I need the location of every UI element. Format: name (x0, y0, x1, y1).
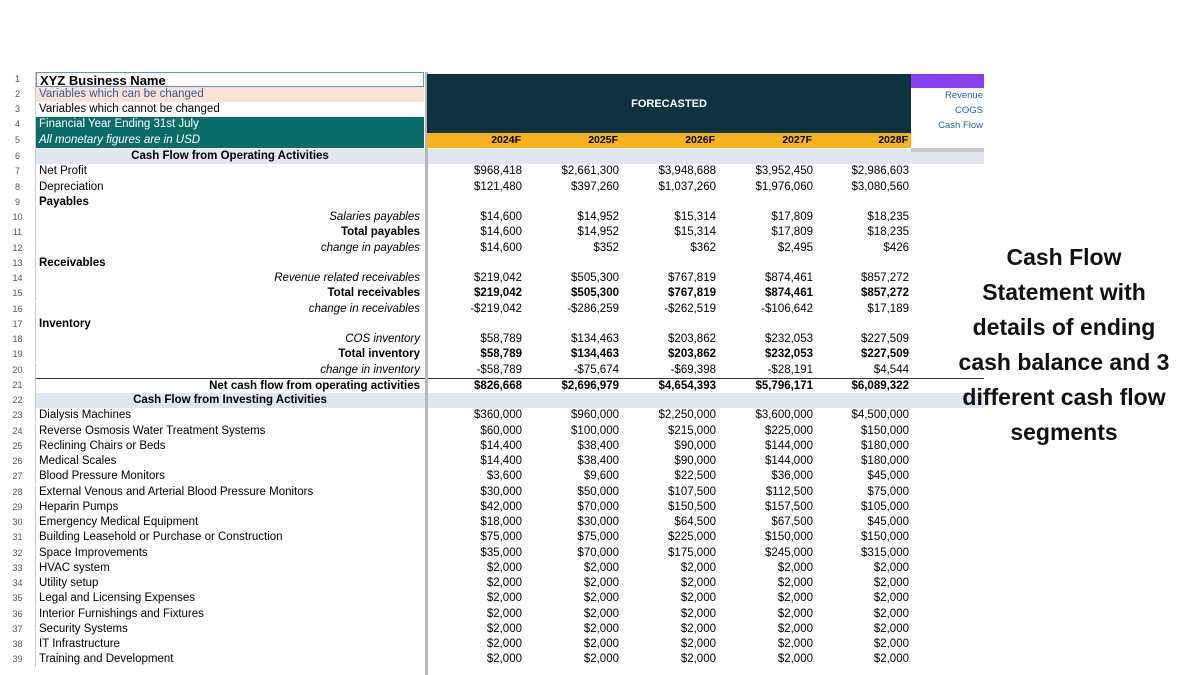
sheet-row[interactable] (36, 378, 984, 394)
sheet-row[interactable] (36, 500, 984, 515)
link-cogs[interactable]: COGS (955, 105, 983, 116)
sheet-row[interactable] (36, 546, 984, 561)
row-label-cell[interactable]: Dialysis Machines (39, 409, 132, 421)
value-cell-2024F[interactable]: $219,042 (474, 272, 522, 284)
row-label-cell[interactable]: Cash Flow from Investing Activities (133, 394, 327, 406)
sheet-row[interactable] (36, 210, 984, 225)
sheet-row[interactable] (36, 652, 984, 667)
legend-fixed-cell[interactable]: Variables which cannot be changed (39, 103, 220, 115)
row-number[interactable]: 28 (0, 485, 36, 500)
value-cell-2024F[interactable] (427, 317, 524, 332)
value-cell-2024F[interactable]: $2,000 (486, 608, 522, 620)
row-label-cell[interactable]: Total receivables (327, 287, 420, 299)
row-number[interactable]: 6 (0, 149, 36, 164)
value-cell-2026F[interactable]: $767,819 (668, 287, 716, 299)
value-cell-2027F[interactable]: $2,000 (777, 608, 813, 620)
sheet-row[interactable] (36, 347, 984, 362)
value-cell-2027F[interactable] (718, 195, 815, 210)
value-cell-2026F[interactable]: $2,000 (680, 608, 716, 620)
value-cell-2026F[interactable]: $2,250,000 (658, 409, 716, 421)
row-number[interactable]: 9 (0, 195, 36, 210)
row-number[interactable]: 13 (0, 256, 36, 271)
value-cell-2028F[interactable]: $45,000 (867, 470, 909, 482)
sheet-row[interactable] (36, 454, 984, 469)
value-cell-2024F[interactable]: $18,000 (480, 516, 522, 528)
row-label-cell[interactable]: Reclining Chairs or Beds (39, 440, 166, 452)
value-cell-2027F[interactable]: $2,000 (777, 577, 813, 589)
value-cell-2028F[interactable]: $2,000 (873, 592, 909, 604)
sheet-row[interactable] (36, 180, 984, 195)
value-cell-2024F[interactable]: $826,668 (474, 380, 522, 392)
value-cell-2024F[interactable] (427, 393, 524, 408)
value-cell-2027F[interactable]: $2,000 (777, 638, 813, 650)
value-cell-2026F[interactable]: $2,000 (680, 638, 716, 650)
row-label-cell[interactable]: IT Infrastructure (39, 638, 120, 650)
value-cell-2025F[interactable]: $2,000 (583, 623, 619, 635)
row-label-cell[interactable]: Net cash flow from operating activities (209, 380, 420, 392)
year-header-2028[interactable]: 2028F (878, 134, 908, 146)
value-cell-2024F[interactable]: $360,000 (474, 409, 522, 421)
value-cell-2027F[interactable]: $232,053 (765, 348, 813, 360)
row-number[interactable]: 2 (0, 87, 36, 102)
value-cell-2027F[interactable]: $112,500 (765, 486, 813, 498)
year-header-2027[interactable]: 2027F (782, 134, 812, 146)
side-accent-bar (911, 74, 984, 88)
value-cell-2028F[interactable]: $4,544 (873, 364, 909, 376)
row-number[interactable]: 36 (0, 607, 36, 622)
value-cell-2027F[interactable]: -$106,642 (761, 303, 813, 315)
row-label-cell[interactable]: Payables (39, 196, 89, 208)
value-cell-2027F[interactable]: $157,500 (765, 501, 813, 513)
value-cell-2025F[interactable]: $960,000 (571, 409, 619, 421)
value-cell-2024F[interactable]: $35,000 (480, 547, 522, 559)
value-cell-2027F[interactable] (718, 393, 815, 408)
value-cell-2028F[interactable]: $17,189 (867, 303, 909, 315)
value-cell-2028F[interactable] (815, 393, 911, 408)
value-cell-2024F[interactable]: $14,400 (480, 440, 522, 452)
value-cell-2024F[interactable] (427, 256, 524, 271)
row-label-cell[interactable]: External Venous and Arterial Blood Pressure Monitors (39, 486, 314, 498)
year-header-band (427, 133, 911, 148)
year-header-2024[interactable]: 2024F (491, 134, 521, 146)
value-cell-2024F[interactable]: $14,600 (480, 211, 522, 223)
sheet-row[interactable] (36, 225, 984, 240)
sheet-row[interactable] (36, 607, 984, 622)
value-cell-2024F[interactable]: $968,418 (474, 165, 522, 177)
value-cell-2025F[interactable] (524, 256, 621, 271)
row-label-cell[interactable]: change in inventory (320, 364, 420, 376)
value-cell-2024F[interactable]: $2,000 (486, 562, 522, 574)
value-cell-2025F[interactable]: $134,463 (571, 333, 619, 345)
value-cell-2026F[interactable]: $203,862 (668, 333, 716, 345)
value-cell-2024F[interactable]: $75,000 (480, 531, 522, 543)
value-cell-2028F[interactable]: $2,000 (873, 638, 909, 650)
row-label-cell[interactable]: Cash Flow from Operating Activities (131, 150, 329, 162)
value-cell-2027F[interactable]: $874,461 (765, 272, 813, 284)
sheet-row[interactable] (36, 241, 984, 256)
row-number[interactable]: 22 (0, 393, 36, 408)
sheet-row[interactable] (36, 393, 984, 408)
value-cell-2025F[interactable]: $505,300 (571, 287, 619, 299)
row-label-cell[interactable]: Total inventory (338, 348, 420, 360)
value-cell-2026F[interactable]: $15,314 (674, 211, 716, 223)
row-number[interactable]: 33 (0, 561, 36, 576)
value-cell-2027F[interactable]: $67,500 (771, 516, 813, 528)
value-cell-2027F[interactable]: $2,000 (777, 562, 813, 574)
sheet-row[interactable] (36, 561, 984, 576)
spreadsheet-grid[interactable] (0, 72, 984, 675)
row-label-cell[interactable]: Space Improvements (39, 547, 148, 559)
value-cell-2027F[interactable]: $144,000 (765, 455, 813, 467)
value-cell-2024F[interactable]: $2,000 (486, 638, 522, 650)
value-cell-2025F[interactable]: $2,696,979 (561, 380, 619, 392)
value-cell-2028F[interactable]: $227,509 (861, 333, 909, 345)
row-label-cell[interactable]: change in payables (320, 242, 420, 254)
value-cell-2026F[interactable]: $362 (690, 242, 716, 254)
sheet-row[interactable] (36, 530, 984, 545)
row-number[interactable]: 29 (0, 500, 36, 515)
row-label-cell[interactable]: Depreciation (39, 181, 104, 193)
value-cell-2028F[interactable]: $2,000 (873, 653, 909, 665)
row-label-cell[interactable]: change in receivables (308, 303, 420, 315)
value-cell-2024F[interactable]: $58,789 (480, 348, 522, 360)
value-cell-2027F[interactable]: $17,809 (771, 226, 813, 238)
value-cell-2024F[interactable]: $14,600 (480, 242, 522, 254)
row-number[interactable]: 10 (0, 210, 36, 225)
row-label-cell[interactable]: Net Profit (39, 165, 87, 177)
row-label-cell[interactable]: Medical Scales (39, 455, 117, 467)
value-cell-2025F[interactable]: $38,400 (577, 455, 619, 467)
value-cell-2028F[interactable]: $2,986,603 (851, 165, 909, 177)
value-cell-2028F[interactable]: $18,235 (867, 226, 909, 238)
sheet-row[interactable] (36, 439, 984, 454)
legend-changeable-cell[interactable]: Variables which can be changed (36, 87, 424, 102)
value-cell-2026F[interactable]: $90,000 (674, 455, 716, 467)
value-cell-2024F[interactable]: $2,000 (486, 653, 522, 665)
row-number[interactable]: 8 (0, 180, 36, 195)
value-cell-2028F[interactable]: $150,000 (861, 531, 909, 543)
value-cell-2026F[interactable] (621, 149, 718, 164)
row-label-cell[interactable]: COS inventory (345, 333, 420, 345)
value-cell-2028F[interactable] (815, 149, 911, 164)
value-cell-2027F[interactable]: $1,976,060 (755, 181, 813, 193)
row-label-cell[interactable]: Total payables (340, 226, 420, 238)
value-cell-2026F[interactable] (621, 393, 718, 408)
business-name-cell[interactable]: XYZ Business Name (36, 72, 424, 87)
value-cell-2026F[interactable]: $4,654,393 (658, 380, 716, 392)
value-cell-2025F[interactable]: $50,000 (577, 486, 619, 498)
row-number[interactable]: 19 (0, 347, 36, 362)
value-cell-2026F[interactable]: $2,000 (680, 623, 716, 635)
value-cell-2024F[interactable]: $42,000 (480, 501, 522, 513)
value-cell-2025F[interactable] (524, 195, 621, 210)
value-cell-2025F[interactable]: $75,000 (577, 531, 619, 543)
value-cell-2026F[interactable]: $215,000 (668, 425, 716, 437)
row-label-cell[interactable]: Reverse Osmosis Water Treatment Systems (39, 425, 266, 437)
row-number[interactable]: 32 (0, 546, 36, 561)
value-cell-2025F[interactable]: -$286,259 (567, 303, 619, 315)
row-label-cell[interactable]: Security Systems (39, 623, 128, 635)
caption-text: Cash Flow Statement with details of ending cash balance and 3 different cash flow segments (958, 244, 1170, 445)
row-number[interactable]: 7 (0, 164, 36, 179)
value-cell-2025F[interactable]: $134,463 (571, 348, 619, 360)
sheet-row[interactable] (36, 149, 984, 164)
value-cell-2026F[interactable]: $225,000 (668, 531, 716, 543)
financial-year-cell[interactable]: Financial Year Ending 31st July (36, 117, 424, 132)
value-cell-2028F[interactable]: $227,509 (861, 348, 909, 360)
value-cell-2027F[interactable]: $3,952,450 (755, 165, 813, 177)
value-cell-2025F[interactable]: $2,000 (583, 638, 619, 650)
row-label-cell[interactable]: Receivables (39, 257, 106, 269)
row-number[interactable]: 12 (0, 241, 36, 256)
row-number[interactable]: 17 (0, 317, 36, 332)
value-cell-2025F[interactable]: $2,000 (583, 592, 619, 604)
value-cell-2027F[interactable]: $5,796,171 (755, 380, 813, 392)
value-cell-2027F[interactable]: $36,000 (771, 470, 813, 482)
value-cell-2027F[interactable]: $2,000 (777, 592, 813, 604)
row-number[interactable]: 5 (0, 132, 36, 148)
value-cell-2025F[interactable]: $9,600 (583, 470, 619, 482)
value-cell-2028F[interactable]: $180,000 (861, 455, 909, 467)
row-number[interactable]: 34 (0, 576, 36, 591)
value-cell-2024F[interactable]: $30,000 (480, 486, 522, 498)
sheet-row[interactable] (36, 286, 984, 301)
value-cell-2028F[interactable]: $180,000 (861, 440, 909, 452)
value-cell-2028F[interactable]: $150,000 (861, 425, 909, 437)
value-cell-2025F[interactable]: $14,952 (577, 211, 619, 223)
value-cell-2025F[interactable]: -$75,674 (573, 364, 619, 376)
value-cell-2026F[interactable]: $22,500 (674, 470, 716, 482)
value-cell-2026F[interactable]: $64,500 (674, 516, 716, 528)
value-cell-2028F[interactable]: $857,272 (861, 287, 909, 299)
value-cell-2025F[interactable]: $352 (593, 242, 619, 254)
value-cell-2028F[interactable]: $2,000 (873, 608, 909, 620)
row-number[interactable]: 38 (0, 637, 36, 652)
value-cell-2028F[interactable]: $2,000 (873, 623, 909, 635)
row-label-cell[interactable]: Blood Pressure Monitors (39, 470, 165, 482)
value-cell-2028F[interactable]: $426 (883, 242, 909, 254)
value-cell-2028F[interactable]: $4,500,000 (851, 409, 909, 421)
sheet-row[interactable] (36, 515, 984, 530)
value-cell-2024F[interactable]: $58,789 (480, 333, 522, 345)
sheet-row[interactable] (36, 363, 984, 378)
value-cell-2028F[interactable]: $6,089,322 (851, 380, 909, 392)
value-cell-2027F[interactable]: $225,000 (765, 425, 813, 437)
row-number[interactable]: 35 (0, 591, 36, 606)
sheet-row[interactable] (36, 424, 984, 439)
row-label-cell[interactable]: Utility setup (39, 577, 99, 589)
row-number[interactable]: 37 (0, 622, 36, 637)
row-label-cell[interactable]: Heparin Pumps (39, 501, 119, 513)
forecast-banner: FORECASTED (427, 74, 911, 133)
row-label-cell[interactable]: Revenue related receivables (274, 272, 420, 284)
sheet-row[interactable] (36, 195, 984, 210)
row-number[interactable]: 30 (0, 515, 36, 530)
value-cell-2026F[interactable]: $2,000 (680, 577, 716, 589)
row-number[interactable]: 23 (0, 408, 36, 423)
sheet-row[interactable] (36, 469, 984, 484)
value-cell-2028F[interactable]: $18,235 (867, 211, 909, 223)
sheet-navigation-panel (911, 74, 984, 133)
value-cell-2025F[interactable]: $505,300 (571, 272, 619, 284)
sheet-row[interactable] (36, 302, 984, 317)
value-cell-2026F[interactable]: -$69,398 (670, 364, 716, 376)
value-cell-2026F[interactable] (621, 317, 718, 332)
value-cell-2026F[interactable]: $767,819 (668, 272, 716, 284)
side-panel-divider (911, 148, 984, 152)
value-cell-2027F[interactable]: $3,600,000 (755, 409, 813, 421)
value-cell-2028F[interactable]: $105,000 (861, 501, 909, 513)
link-cash-flow[interactable]: Cash Flow (938, 120, 983, 131)
row-number[interactable]: 1 (0, 72, 36, 87)
sheet-row[interactable] (36, 256, 984, 271)
value-cell-2025F[interactable]: $38,400 (577, 440, 619, 452)
sheet-row[interactable] (36, 591, 984, 606)
row-number[interactable]: 27 (0, 469, 36, 484)
row-number[interactable]: 11 (0, 225, 36, 240)
value-cell-2025F[interactable]: $2,661,300 (561, 165, 619, 177)
value-cell-2026F[interactable]: $15,314 (674, 226, 716, 238)
row-label-cell[interactable]: Salaries payables (329, 211, 420, 223)
value-cell-2028F[interactable]: $45,000 (867, 516, 909, 528)
row-number[interactable]: 3 (0, 102, 36, 117)
row-number[interactable]: 39 (0, 652, 36, 667)
row-label-cell[interactable]: Inventory (39, 318, 91, 330)
value-cell-2026F[interactable]: $2,000 (680, 653, 716, 665)
value-cell-2024F[interactable]: $14,400 (480, 455, 522, 467)
value-cell-2025F[interactable]: $70,000 (577, 547, 619, 559)
value-cell-2025F[interactable] (524, 149, 621, 164)
row-number[interactable]: 18 (0, 332, 36, 347)
value-cell-2027F[interactable] (718, 256, 815, 271)
row-label-cell[interactable]: HVAC system (39, 562, 110, 574)
sheet-row[interactable] (36, 332, 984, 347)
value-cell-2024F[interactable] (427, 195, 524, 210)
row-number[interactable]: 26 (0, 454, 36, 469)
value-cell-2025F[interactable]: $397,260 (571, 181, 619, 193)
row-number[interactable]: 14 (0, 271, 36, 286)
value-cell-2025F[interactable]: $14,952 (577, 226, 619, 238)
value-cell-2025F[interactable] (524, 393, 621, 408)
row-number[interactable]: 24 (0, 424, 36, 439)
value-cell-2027F[interactable]: $150,000 (765, 531, 813, 543)
value-cell-2024F[interactable]: $121,480 (474, 181, 522, 193)
value-cell-2025F[interactable]: $2,000 (583, 562, 619, 574)
value-cell-2027F[interactable]: $2,495 (777, 242, 813, 254)
value-cell-2026F[interactable] (621, 195, 718, 210)
value-cell-2024F[interactable] (427, 149, 524, 164)
value-cell-2026F[interactable]: $1,037,260 (658, 181, 716, 193)
value-cell-2028F[interactable]: $857,272 (861, 272, 909, 284)
value-cell-2028F[interactable] (815, 256, 911, 271)
row-label-cell[interactable]: Emergency Medical Equipment (39, 516, 199, 528)
year-header-2025[interactable]: 2025F (588, 134, 618, 146)
value-cell-2025F[interactable] (524, 317, 621, 332)
value-cell-2028F[interactable]: $75,000 (867, 486, 909, 498)
row-number[interactable]: 21 (0, 378, 36, 393)
year-header-2026[interactable]: 2026F (685, 134, 715, 146)
sheet-row[interactable] (36, 408, 984, 423)
value-cell-2025F[interactable]: $100,000 (571, 425, 619, 437)
link-revenue[interactable]: Revenue (944, 90, 983, 101)
value-cell-2026F[interactable]: $2,000 (680, 562, 716, 574)
value-cell-2024F[interactable]: $14,600 (480, 226, 522, 238)
value-cell-2025F[interactable]: $70,000 (577, 501, 619, 513)
value-cell-2024F[interactable]: $60,000 (480, 425, 522, 437)
value-cell-2027F[interactable]: $144,000 (765, 440, 813, 452)
value-cell-2028F[interactable] (815, 195, 911, 210)
value-cell-2027F[interactable]: -$28,191 (767, 364, 813, 376)
row-number[interactable]: 25 (0, 439, 36, 454)
value-cell-2027F[interactable]: $2,000 (777, 623, 813, 635)
value-cell-2025F[interactable]: $2,000 (583, 577, 619, 589)
value-cell-2025F[interactable]: $30,000 (577, 516, 619, 528)
row-label-cell[interactable]: Interior Furnishings and Fixtures (39, 608, 204, 620)
value-cell-2024F[interactable]: $2,000 (486, 623, 522, 635)
value-cell-2024F[interactable]: $2,000 (486, 577, 522, 589)
row-number[interactable]: 16 (0, 302, 36, 317)
sheet-row[interactable] (36, 485, 984, 500)
row-number[interactable]: 4 (0, 117, 36, 132)
value-cell-2026F[interactable]: $203,862 (668, 348, 716, 360)
value-cell-2027F[interactable]: $2,000 (777, 653, 813, 665)
frozen-column-divider[interactable] (425, 72, 428, 675)
value-cell-2027F[interactable]: $874,461 (765, 287, 813, 299)
value-cell-2026F[interactable]: $2,000 (680, 592, 716, 604)
value-cell-2026F[interactable]: -$262,519 (664, 303, 716, 315)
value-cell-2028F[interactable]: $315,000 (861, 547, 909, 559)
value-cell-2028F[interactable] (815, 317, 911, 332)
row-number[interactable]: 20 (0, 363, 36, 378)
sheet-row[interactable] (36, 576, 984, 591)
row-label-cell[interactable]: Legal and Licensing Expenses (39, 592, 196, 604)
value-cell-2027F[interactable]: $232,053 (765, 333, 813, 345)
sheet-row[interactable] (36, 637, 984, 652)
value-cell-2027F[interactable] (718, 149, 815, 164)
sheet-row[interactable] (36, 622, 984, 637)
value-cell-2026F[interactable]: $90,000 (674, 440, 716, 452)
value-cell-2024F[interactable]: -$219,042 (470, 303, 522, 315)
value-cell-2024F[interactable]: $2,000 (486, 592, 522, 604)
value-cell-2028F[interactable]: $2,000 (873, 562, 909, 574)
value-cell-2026F[interactable]: $3,948,688 (658, 165, 716, 177)
currency-note-cell[interactable]: All monetary figures are in USD (36, 132, 424, 148)
value-cell-2026F[interactable]: $150,500 (668, 501, 716, 513)
value-cell-2026F[interactable]: $107,500 (668, 486, 716, 498)
row-number[interactable]: 15 (0, 286, 36, 301)
value-cell-2027F[interactable]: $17,809 (771, 211, 813, 223)
value-cell-2025F[interactable]: $2,000 (583, 653, 619, 665)
value-cell-2024F[interactable]: $3,600 (486, 470, 522, 482)
value-cell-2024F[interactable]: $219,042 (474, 287, 522, 299)
value-cell-2028F[interactable]: $2,000 (873, 577, 909, 589)
sheet-row[interactable] (36, 317, 984, 332)
value-cell-2025F[interactable]: $2,000 (583, 608, 619, 620)
row-label-cell[interactable]: Building Leasehold or Purchase or Construction (39, 531, 283, 543)
value-cell-2027F[interactable] (718, 317, 815, 332)
value-cell-2026F[interactable]: $175,000 (668, 547, 716, 559)
sheet-row[interactable] (36, 164, 984, 179)
value-cell-2027F[interactable]: $245,000 (765, 547, 813, 559)
value-cell-2028F[interactable]: $3,080,560 (851, 181, 909, 193)
value-cell-2026F[interactable] (621, 256, 718, 271)
sheet-row[interactable] (36, 271, 984, 286)
row-label-cell[interactable]: Training and Development (39, 653, 174, 665)
row-number[interactable]: 31 (0, 530, 36, 545)
value-cell-2024F[interactable]: -$58,789 (476, 364, 522, 376)
